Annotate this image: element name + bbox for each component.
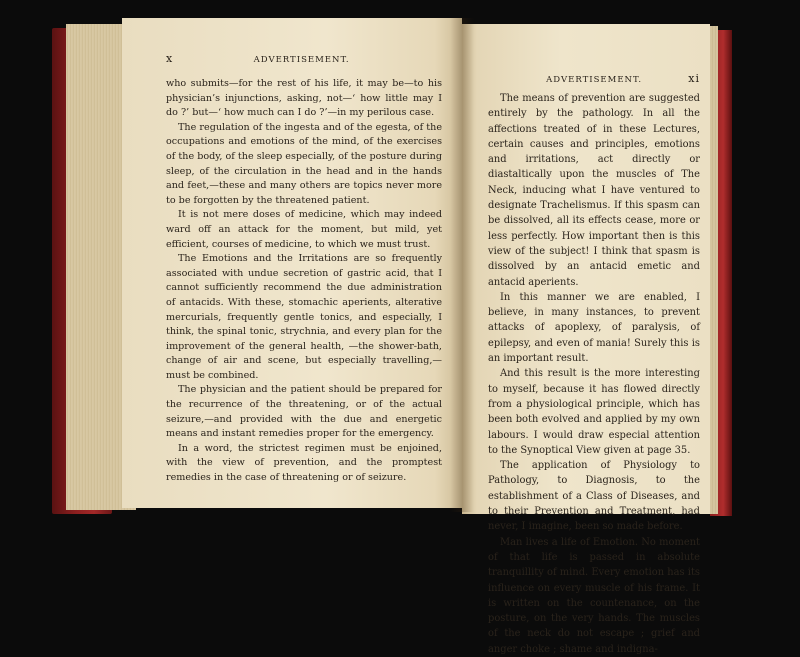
paragraph: The means of prevention are suggested entirely by the pathology. In all the affections treated of in these Lectures, certain causes and principles, emotions and irritations, act directly or diastaltically upon the muscles of The Neck, inducing what I have ventured to designate Trachelismus. If this spasm can be dissolved, all its effects cease, more or less perfectly. How important then is this view of the subject! I think that spasm is dissolved by an antacid emetic and antacid aperients. [488, 93, 700, 288]
right-page-header [488, 72, 700, 85]
right-page-text [488, 91, 700, 657]
paragraph: who submits—for the rest of his life, it may be—to his physician’s injunctions, asking, not—‘ how little may I do ?’ but—‘ how much can I do ?’—in my perilous case. [166, 78, 442, 119]
left-page [122, 18, 462, 508]
paragraph: The application of Physiology to Pathology, to Diagnosis, to the establishment of a Class of Diseases, and to their Prevention and Treatment, had never, I imagine, been so made before. [488, 460, 700, 533]
page-number: x [166, 52, 174, 65]
paragraph: It is not mere doses of medicine, which may indeed ward off an attack for the moment, but mild, yet efficient, courses of medicine, to which we must trust. [166, 209, 442, 250]
running-head: ADVERTISEMENT. [546, 75, 643, 85]
left-page-header [166, 52, 442, 65]
paragraph: The physician and the patient should be prepared for the recurrence of the threatening, or of the actual seizure,—and provided with the due and energetic means and instant remedies proper for the emergency. [166, 384, 442, 440]
page-number: xi [688, 72, 700, 85]
paragraph: In this manner we are enabled, I believe, in many instances, to prevent attacks of apoplexy, of paralysis, of epilepsy, and even of mania! Surely this is an important result. [488, 291, 700, 365]
paragraph: And this result is the more interesting to myself, because it has flowed directly from a physiological principle, which has been both evolved and applied by my own labours. I would draw especial attention to the Synoptical View given at page 35. [488, 368, 700, 456]
open-book [52, 14, 732, 655]
paragraph: The regulation of the ingesta and of the egesta, of the occupations and emotions of the mind, of the exercises of the body, of the sleep especially, of the posture during sleep, of the circulation in the head and in the hands and feet,—these and many others are topics never more to be forgotten by the threatened patient. [166, 121, 442, 206]
paragraph: The Emotions and the Irritations are so frequently associated with undue secretion of gastric acid, that I cannot sufficiently recommend the due administration of antacids. With these, stomachic aperients, alterative mercurials, frequently gentle tonics, and especially, I think, the spinal tonic, strychnia, and every plan for the improvement of the general health, —the shower-bath, change of air and scene, but especially travelling,—must be combined. [166, 253, 442, 381]
paragraph: Man lives a life of Emotion. No moment of that life is passed in absolute tranquillity of mind. Every emotion has its influence on every muscle of his frame. It is written on the countenance, on the posture, on the very hands. The muscles of the neck do not escape ; grief and anger choke ; shame and indigna- [488, 536, 700, 655]
running-head: ADVERTISEMENT. [253, 55, 350, 65]
paragraph: In a word, the strictest regimen must be enjoined, with the view of prevention, and the promptest remedies in the case of threatening or of seizure. [166, 442, 442, 484]
right-page [462, 24, 710, 655]
left-page-text [166, 77, 442, 486]
